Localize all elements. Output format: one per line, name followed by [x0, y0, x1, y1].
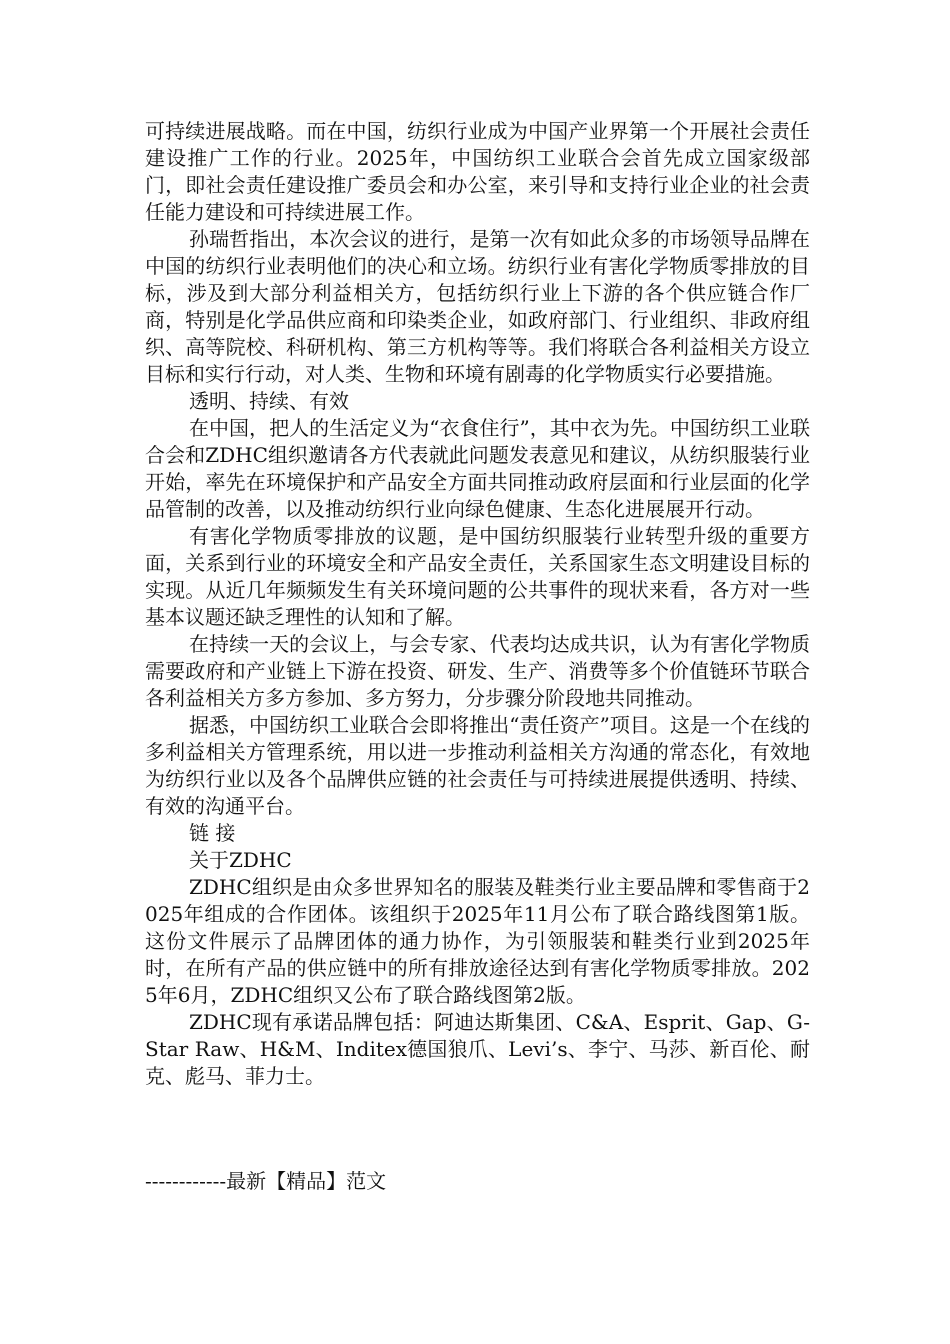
paragraph-8-link-heading: 链 接	[189, 821, 236, 845]
paragraph-6: 在持续一天的会议上，与会专家、代表均达成共识，认为有害化学物质需要政府和产业链上下游在投资、研发、生产、消费等多个价值链环节联合各利益相关方多方参加、多方努力，分步骤分阶段地共同推动。	[145, 632, 810, 710]
paragraph-2: 孙瑞哲指出，本次会议的进行，是第一次有如此众多的市场领导品牌在中国的纺织行业表明他们的决心和立场。纺织行业有害化学物质零排放的目标，涉及到大部分利益相关方，包括纺织行业上下游的各个供应链合作厂商，特别是化学品供应商和印染类企业，如政府部门、行业组织、非政府组织、高等院校、科研机构、第三方机构等等。我们将联合各利益相关方设立目标和实行行动，对人类、生物和环境有剧毒的化学物质实行必要措施。	[145, 227, 810, 386]
page-footer: ------------最新【精品】范文	[145, 1169, 387, 1193]
paragraph-11-brands: ZDHC现有承诺品牌包括：阿迪达斯集团、C&A、Esprit、Gap、G-Star Raw、H&M、Inditex德国狼爪、Levi’s、李宁、马莎、新百伦、耐克、彪马、菲力士。	[145, 1010, 810, 1088]
paragraph-7: 据悉，中国纺织工业联合会即将推出“责任资产”项目。这是一个在线的多利益相关方管理系统，用以进一步推动利益相关方沟通的常态化，有效地为纺织行业以及各个品牌供应链的社会责任与可持续进展提供透明、持续、有效的沟通平台。	[145, 713, 810, 818]
paragraph-5: 有害化学物质零排放的议题，是中国纺织服装行业转型升级的重要方面，关系到行业的环境安全和产品安全责任，关系国家生态文明建设目标的实现。从近几年频频发生有关环境问题的公共事件的现状来看，各方对一些基本议题还缺乏理性的认知和了解。	[145, 524, 810, 629]
document-body	[145, 118, 810, 1090]
paragraph-10: ZDHC组织是由众多世界知名的服装及鞋类行业主要品牌和零售商于2025年组成的合作团体。该组织于2025年11月公布了联合路线图第1版。这份文件展示了品牌团体的通力协作，为引领服装和鞋类行业到2025年时，在所有产品的供应链中的所有排放途径达到有害化学物质零排放。2025年6月，ZDHC组织又公布了联合路线图第2版。	[145, 875, 810, 1007]
paragraph-1: 可持续进展战略。而在中国，纺织行业成为中国产业界第一个开展社会责任建设推广工作的行业。2025年，中国纺织工业联合会首先成立国家级部门，即社会责任建设推广委员会和办公室，来引导和支持行业企业的社会责任能力建设和可持续进展工作。	[145, 119, 810, 224]
paragraph-3-heading: 透明、持续、有效	[189, 389, 349, 413]
paragraph-9-about-heading: 关于ZDHC	[189, 848, 292, 872]
paragraph-4: 在中国，把人的生活定义为“衣食住行”，其中衣为先。中国纺织工业联合会和ZDHC组织邀请各方代表就此问题发表意见和建议，从纺织服装行业开始，率先在环境保护和产品安全方面共同推动政府层面和行业层面的化学品管制的改善，以及推动纺织行业向绿色健康、生态化进展展开行动。	[145, 416, 810, 521]
